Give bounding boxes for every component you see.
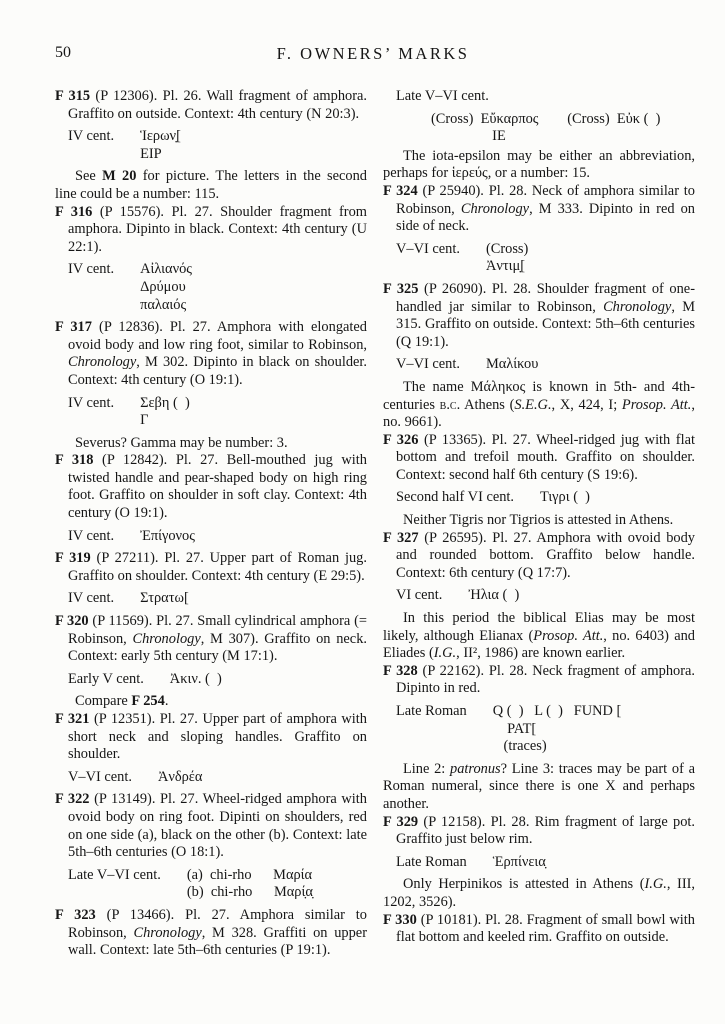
inscription-block xyxy=(383,703,695,756)
catalog-entry-paragraph xyxy=(383,663,695,698)
text-run: (P 12158). Pl. 28. Rim fragment of large pot. Graffito just below rim. xyxy=(396,813,695,848)
text-run: The name Μάληκος is known in 5th- and 4th-centuries xyxy=(383,378,695,413)
bold-text: F 322 xyxy=(55,791,90,808)
text-run: Neither Tigris nor Tigrios is attested in Athens. xyxy=(403,512,674,529)
inscription-block xyxy=(383,88,695,106)
text-run: , M 302. Dipinto in black on shoulder. Context: 4th century (O 19:1). xyxy=(68,354,367,388)
inscription-line: Μαλίκου xyxy=(485,356,539,373)
text-run: . xyxy=(164,693,169,710)
text-run: , M 333. Dipinto in red on side of neck. xyxy=(396,200,695,235)
text-run: (P 11569). Pl. 27. Small cylindrical amphora (= Robinson, xyxy=(68,613,367,647)
inscription-text xyxy=(486,241,528,276)
inscription-text xyxy=(540,489,590,507)
inscription-line: Ἐπίγονος xyxy=(140,527,195,544)
text-run: See xyxy=(75,168,103,185)
italic-text: I.G. xyxy=(433,645,457,662)
italic-text: Chronology xyxy=(68,354,137,371)
text-run: , no. 6403) and Eliades ( xyxy=(383,627,695,662)
commentary-paragraph xyxy=(383,379,695,432)
italic-text: I.G. xyxy=(644,876,667,893)
text-run: (P 13365). Pl. 27. Wheel-ridged jug with flat bottom and trefoil mouth. Graffito on shoulder. Context: second half 6th century (S 19:6). xyxy=(396,431,695,483)
commentary-paragraph xyxy=(383,761,695,814)
text-run: , M 328. Graffiti on upper wall. Context: late 5th–6th centuries (P 19:1). xyxy=(68,924,367,959)
inscription-line: (traces) xyxy=(492,738,547,755)
text-run: Severus? Gamma may be number: 3. xyxy=(75,434,288,451)
catalog-entry-paragraph xyxy=(383,530,695,583)
text-run: Athens ( xyxy=(460,396,515,413)
text-run: for picture. The letters in the second line could be a number: 115. xyxy=(55,168,367,202)
date-label: IV cent. xyxy=(68,394,115,411)
inscription-line: Γ xyxy=(140,412,149,429)
inscription-block xyxy=(55,395,367,430)
commentary-paragraph xyxy=(383,876,695,911)
bold-text: F 325 xyxy=(383,280,419,297)
text-run: (P 12351). Pl. 27. Upper part of amphora with short neck and sloping handles. Graffito on shoulder. xyxy=(68,711,367,763)
bold-text: F 328 xyxy=(383,662,418,679)
inscription-line: Q ( ) L ( ) FUND [ xyxy=(492,703,622,719)
bold-text: F 316 xyxy=(55,203,93,220)
text-run: (P 13466). Pl. 27. Amphora similar to Robinson, xyxy=(68,906,367,941)
italic-text: Chronology xyxy=(603,298,672,315)
commentary-paragraph xyxy=(55,693,367,711)
inscription-block xyxy=(55,261,367,314)
text-run: Line 2: xyxy=(403,760,450,777)
text-run: (P 25940). Pl. 28. Neck of amphora similar to Robinson, xyxy=(396,182,695,217)
text-run: , III, 1202, 3526). xyxy=(383,876,696,910)
text-run: In this period the biblical Elias may be most likely, although Elianax ( xyxy=(383,610,695,644)
date-label: Late V–VI cent. xyxy=(68,866,161,883)
text-run: , X, 424, I; xyxy=(551,396,622,413)
inscription-line: Τιγρι ( ) xyxy=(540,489,590,506)
text-run: (P 22162). Pl. 28. Neck fragment of amphora. Dipinto in red. xyxy=(396,662,695,697)
catalog-entry-paragraph xyxy=(55,613,367,666)
page-number: 50 xyxy=(55,44,71,61)
text-run: , M 307). Graffito on neck. Context: early 5th century (M 17:1). xyxy=(68,630,367,665)
bold-text: F 320 xyxy=(55,613,89,630)
inscription-block xyxy=(55,671,367,689)
inscription-line: Δρύμου xyxy=(140,278,186,295)
date-label: Second half VI cent. xyxy=(396,489,515,506)
italic-text: Chronology xyxy=(460,200,530,217)
bold-text: F 318 xyxy=(55,452,94,469)
inscription-line: Στρατω[ xyxy=(140,590,189,607)
right-column xyxy=(383,88,695,947)
bold-text: F 324 xyxy=(383,182,418,199)
inscription-line: Ἀκιν. ( ) xyxy=(169,670,222,687)
commentary-paragraph xyxy=(383,512,695,530)
inscription-block xyxy=(383,489,695,507)
catalog-entry-paragraph xyxy=(383,281,695,351)
catalog-entry-paragraph xyxy=(383,912,695,947)
italic-text: Chronology xyxy=(132,630,201,647)
date-label: Late Roman xyxy=(396,703,467,719)
inscription-line: ΙΕ xyxy=(431,128,506,145)
catalog-entry-paragraph xyxy=(55,319,367,389)
italic-text: Prosop. Att. xyxy=(621,396,692,413)
commentary-paragraph xyxy=(383,148,695,183)
inscription-line: Ἠλια ( ) xyxy=(468,587,520,604)
bold-text: F 315 xyxy=(55,88,91,104)
commentary-paragraph xyxy=(383,610,695,663)
inscription-line: (Cross) Εὔκαρπος (Cross) Εὐκ ( ) xyxy=(431,110,661,127)
inscription-line: Ἀνδρέα xyxy=(157,768,203,785)
text-run: (P 10181). Pl. 28. Fragment of small bowl with flat bottom and keeled rim. Graffito on outside. xyxy=(396,911,695,946)
bold-text: F 323 xyxy=(55,906,96,923)
inscription-block xyxy=(55,769,367,787)
italic-text: patronus xyxy=(450,760,501,777)
text-run: Compare xyxy=(75,693,132,710)
inscription-line: Ἑρπίνεια̣ xyxy=(492,853,546,870)
inscription-block xyxy=(383,587,695,605)
bold-text: F 327 xyxy=(383,529,419,546)
inscription-line: (Cross) xyxy=(485,240,529,257)
inscription-line: Ἀντιμ̣[ xyxy=(485,258,525,275)
commentary-paragraph xyxy=(55,168,367,203)
inscription-text xyxy=(140,261,192,314)
text-run: The iota-epsilon may be either an abbreviation, perhaps for ἱερεύς, or a number: 15. xyxy=(383,147,695,182)
inscription-text xyxy=(140,395,190,430)
inscription-line: Ἱερων̣[ xyxy=(140,128,181,145)
text-run: , no. 9661). xyxy=(383,396,695,431)
catalog-entry-paragraph xyxy=(383,432,695,485)
page-header-row xyxy=(55,44,691,66)
bold-text: F 329 xyxy=(383,813,419,830)
left-column xyxy=(55,88,367,960)
catalog-entry-paragraph xyxy=(55,711,367,764)
inscription-block xyxy=(55,528,367,546)
bold-text: M 20 xyxy=(102,168,137,185)
inscription-text xyxy=(486,356,538,374)
inscription-line: PAT[ xyxy=(492,720,537,737)
inscription-text xyxy=(140,590,189,608)
text-run: (P 12306). Pl. 26. Wall fragment of amphora. Graffito on outside. Context: 4th century (N 20:3). xyxy=(68,88,367,122)
catalog-entry-paragraph xyxy=(383,814,695,849)
bold-text: F 317 xyxy=(55,319,92,336)
date-label: V–VI cent. xyxy=(396,240,460,257)
text-run: (P 15576). Pl. 27. Shoulder fragment from amphora. Dipinto in black. Context: 4th century (U 22:1). xyxy=(68,203,367,255)
date-label: V–VI cent. xyxy=(396,356,460,373)
text-run: (P 12842). Pl. 27. Bell-mouthed jug with twisted handle and pear-shaped body on high ring foot. Graffito on shoulder in soft clay. Context: 4th century (O 19:1). xyxy=(68,452,367,522)
inscription-line: (b) chi-rho Μαρί̣α̣ xyxy=(186,884,313,901)
text-run: , M 315. Graffito on outside. Context: 5th–6th centuries (Q 19:1). xyxy=(396,298,695,350)
inscription-text xyxy=(468,587,519,605)
text-run: (P 13149). Pl. 27. Wheel-ridged amphora with ovoid body on ring foot. Dipinti on shoulders, red on one side (a), black on the other (b). Context: late 5th–6th centuries (O 18:1). xyxy=(68,791,367,861)
text-run: (P 27211). Pl. 27. Upper part of Roman jug. Graffito on shoulder. Context: 4th century (E 29:5). xyxy=(68,550,367,584)
inscription-text xyxy=(187,867,313,902)
inscription-text xyxy=(493,703,622,756)
inscription-block xyxy=(383,241,695,276)
inscription-block xyxy=(55,128,367,163)
inscription-text xyxy=(170,671,222,689)
date-label: IV cent. xyxy=(68,261,115,278)
date-label: VI cent. xyxy=(396,587,443,604)
italic-text: Chronology xyxy=(133,924,202,941)
bold-text: F 326 xyxy=(383,431,419,448)
bold-text: F 330 xyxy=(383,911,417,928)
date-label: V–VI cent. xyxy=(68,768,132,785)
inscription-block xyxy=(55,867,367,902)
date-label: IV cent. xyxy=(68,128,115,145)
two-column-text xyxy=(55,88,705,960)
inscription-text xyxy=(158,769,202,787)
date-label: IV cent. xyxy=(68,590,115,607)
commentary-paragraph xyxy=(55,435,367,453)
inscription-text xyxy=(493,854,546,872)
bold-text: F 321 xyxy=(55,711,90,727)
inscription-text xyxy=(140,128,181,163)
inscription-line: παλαιός xyxy=(140,296,187,313)
text-run: Only Herpinikos is attested in Athens ( xyxy=(403,876,645,893)
running-header: F. OWNERS’ MARKS xyxy=(276,44,470,63)
catalog-entry-paragraph xyxy=(55,204,367,257)
date-label: IV cent. xyxy=(68,527,115,544)
text-run: (P 26090). Pl. 28. Shoulder fragment of one-handled jar similar to Robinson, xyxy=(396,280,695,315)
catalog-entry-paragraph xyxy=(55,907,367,960)
catalog-entry-paragraph xyxy=(55,452,367,522)
text-run: , II², 1986) are known earlier. xyxy=(456,645,626,662)
date-label: Late Roman xyxy=(396,853,467,870)
inscription-line: Σεβη ( ) xyxy=(140,394,190,411)
inscription-block xyxy=(383,356,695,374)
date-label: Late V–VI cent. xyxy=(396,88,489,104)
bold-text: F 254 xyxy=(131,693,165,710)
inscription-line: (a) chi-rho Μαρία xyxy=(186,866,313,883)
text-run: (P 26595). Pl. 27. Amphora with ovoid body and rounded bottom. Graffito below handle. Context: 6th century (Q 17:7). xyxy=(396,529,695,581)
date-label: Early V cent. xyxy=(68,670,144,687)
italic-text: Prosop. Att. xyxy=(533,627,604,644)
inscription-block-indented xyxy=(383,111,695,146)
inscription-block xyxy=(383,854,695,872)
bold-text: F 319 xyxy=(55,550,91,567)
catalog-entry-paragraph xyxy=(55,550,367,585)
inscription-line: ΕΙΡ xyxy=(140,145,162,162)
text-run: ? Line 3: traces may be part of a Roman numeral, since there is one X and perhaps another. xyxy=(383,760,695,812)
text-run: (P 12836). Pl. 27. Amphora with elongated ovoid body and low ring foot, similar to Robinson, xyxy=(68,319,367,353)
catalog-entry-paragraph xyxy=(383,183,695,236)
catalog-entry-paragraph xyxy=(55,791,367,861)
inscription-line: Αἰλιανός xyxy=(140,261,192,278)
inscription-text xyxy=(140,528,195,546)
italic-text: S.E.G. xyxy=(514,396,552,413)
inscription-block xyxy=(55,590,367,608)
text-run: b.c. xyxy=(439,396,461,413)
catalog-entry-paragraph xyxy=(55,88,367,123)
